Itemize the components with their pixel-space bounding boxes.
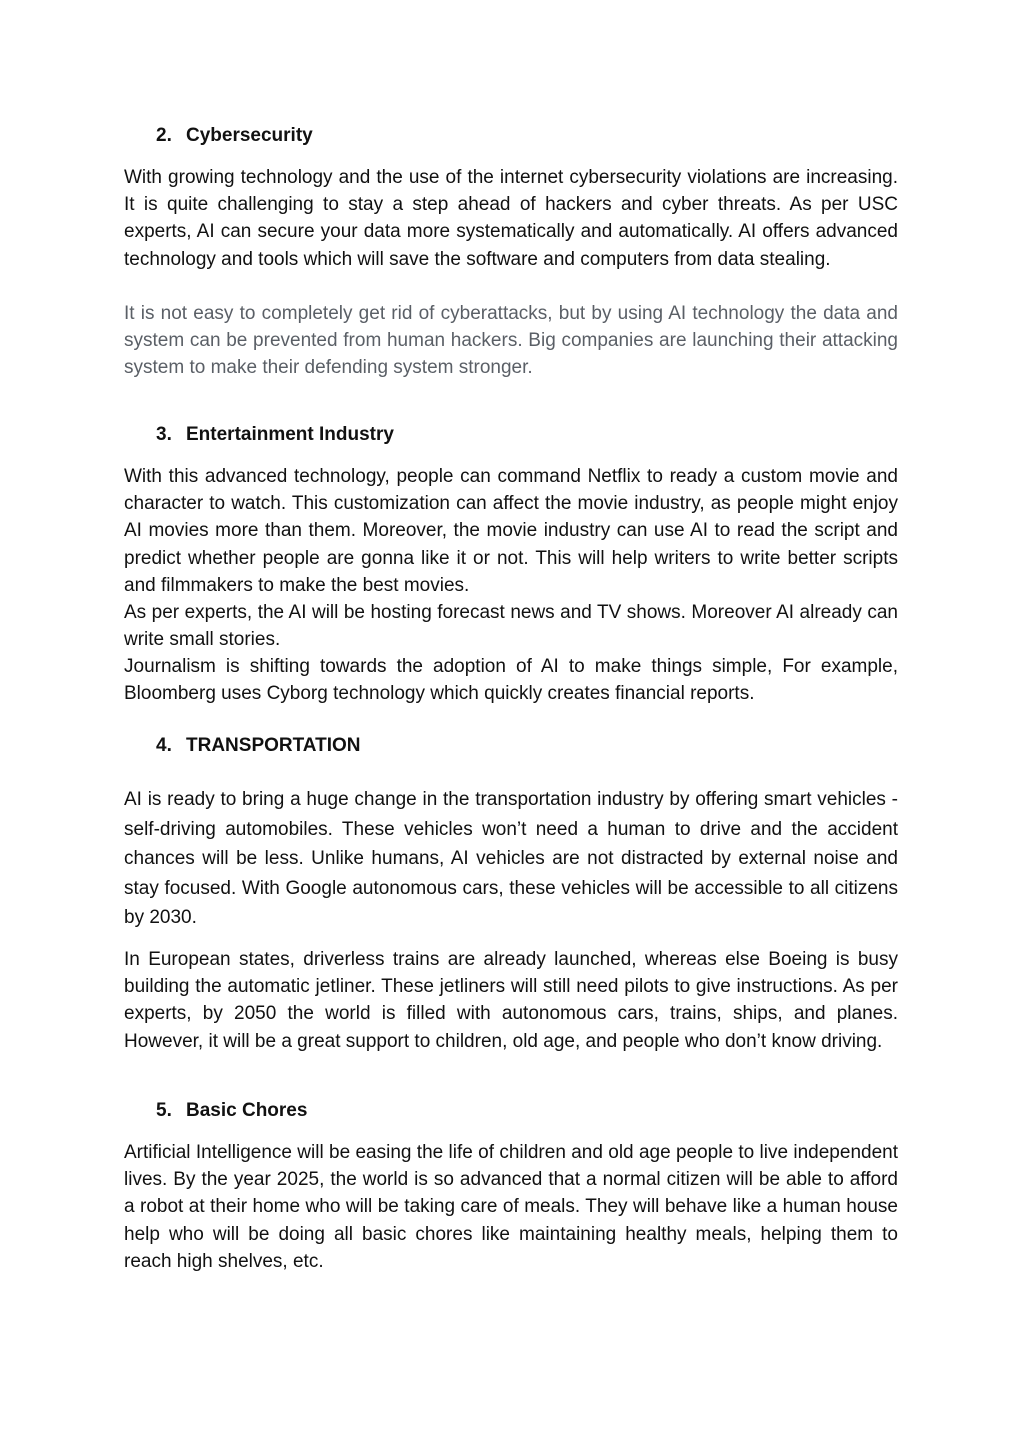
section-heading-transportation bbox=[156, 735, 361, 757]
section-title: Cybersecurity bbox=[186, 125, 313, 146]
section-heading-cybersecurity bbox=[156, 125, 313, 147]
paragraph: Journalism is shifting towards the adoption of AI to make things simple, For example, Bloomberg uses Cyborg technology which quickly creates financial reports. bbox=[124, 656, 898, 705]
section-number: 3. bbox=[156, 424, 172, 445]
section-heading-entertainment bbox=[156, 424, 394, 446]
section-title: TRANSPORTATION bbox=[186, 735, 361, 756]
section-heading-basic-chores bbox=[156, 1100, 307, 1122]
paragraph: With growing technology and the use of the internet cybersecurity violations are increasing. It is quite challenging to stay a step ahead of hackers and cyber threats. As per USC experts, AI can secure your data more systematically and automatically. AI offers advanced technology and tools which will save the software and computers from data stealing. bbox=[124, 167, 898, 270]
section-number: 4. bbox=[156, 735, 172, 756]
paragraph: Artificial Intelligence will be easing the life of children and old age people to live independent lives. By the year 2025, the world is so advanced that a normal citizen will be able to afford a robot at their home who will be taking care of meals. They will behave like a human house help who will be doing all basic chores like maintaining healthy meals, helping them to reach high shelves, etc. bbox=[124, 1142, 898, 1272]
section-number: 5. bbox=[156, 1100, 172, 1121]
section-title: Entertainment Industry bbox=[186, 424, 394, 445]
paragraph: AI is ready to bring a huge change in the transportation industry by offering smart vehicles - self-driving automobiles. These vehicles won’t need a human to drive and the accident chances will be less. Unlike humans, AI vehicles are not distracted by external noise and stay focused. With Google autonomous cars, these vehicles will be accessible to all citizens by 2030. bbox=[124, 789, 898, 928]
section-number: 2. bbox=[156, 125, 172, 146]
paragraph: With this advanced technology, people can command Netflix to ready a custom movie and character to watch. This customization can affect the movie industry, as people might enjoy AI movies more than them. Moreover, the movie industry can use AI to read the script and predict whether people are gonna like it or not. This will help writers to write better scripts and filmmakers to make the best movies. bbox=[124, 466, 898, 596]
paragraph-gray: It is not easy to completely get rid of cyberattacks, but by using AI technology the data and system can be prevented from human hackers. Big companies are launching their attacking system to make their defending system stronger. bbox=[124, 303, 898, 379]
paragraph: As per experts, the AI will be hosting forecast news and TV shows. Moreover AI already can write small stories. bbox=[124, 602, 898, 651]
section-title: Basic Chores bbox=[186, 1100, 308, 1121]
paragraph: In European states, driverless trains are already launched, whereas else Boeing is busy building the automatic jetliner. These jetliners will still need pilots to give instructions. As per experts, by 2050 the world is filled with autonomous cars, trains, ships, and planes. However, it will be a great support to children, old age, and people who don’t know driving. bbox=[124, 949, 898, 1052]
